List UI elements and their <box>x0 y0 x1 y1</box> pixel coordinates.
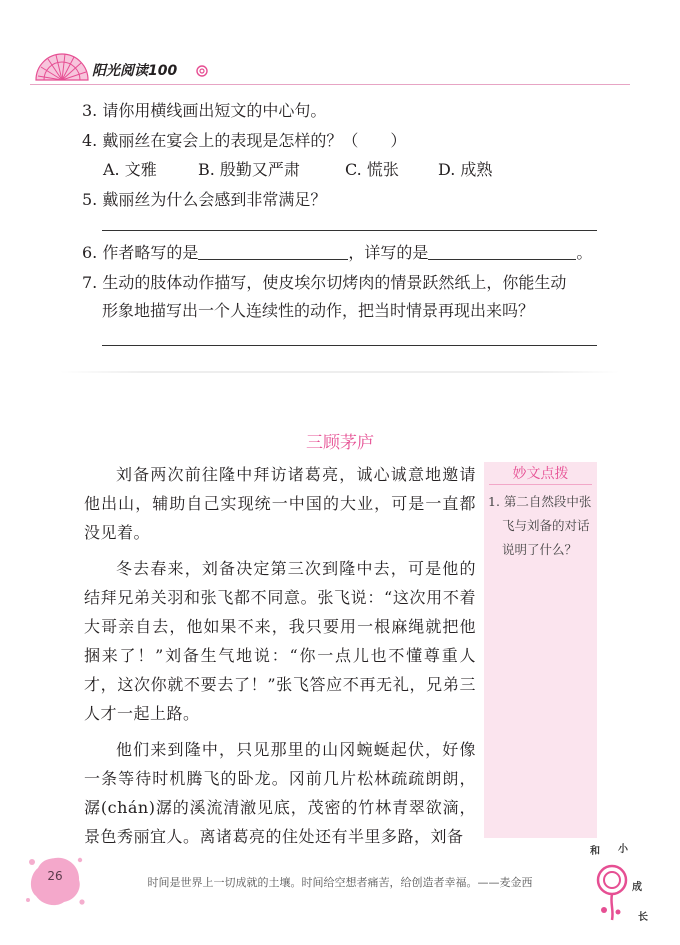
q6-blank-2[interactable] <box>428 243 576 260</box>
header-divider <box>30 84 630 85</box>
article-body <box>84 460 476 858</box>
tips-divider <box>489 484 592 485</box>
q6-text-1: 6. 作者略写的是 <box>82 243 199 262</box>
header-logo-text: 阳光阅读100 <box>92 63 178 79</box>
q6-text-3: 。 <box>576 243 593 262</box>
section-separator <box>60 371 620 373</box>
question-7-line-2: 形象地描写出一个人连续性的动作，把当时情景再现出来吗？ <box>102 301 535 320</box>
q6-blank-1[interactable] <box>198 243 348 260</box>
article-paragraph-1: 刘备两次前往隆中拜访诸葛亮，诚心诚意地邀请他出山，辅助自己实现统一中国的大业，可是一直都没见着。 <box>84 465 476 542</box>
article-title: 三顾茅庐 <box>306 433 374 453</box>
tips-title: 妙文点拨 <box>512 466 569 482</box>
footer-logo-text-1: 和 <box>590 846 600 857</box>
question-7-line-1: 7. 生动的肢体动作描写，使皮埃尔切烤肉的情景跃然纸上，你能生动 <box>82 273 567 292</box>
question-6 <box>82 241 592 265</box>
q4-option-c: C. 慌张 <box>345 160 399 179</box>
footer-quote: 时间是世界上一切成就的土壤。时间给空想者痛苦，给创造者幸福。——麦金西 <box>147 876 533 889</box>
fan-icon <box>36 54 88 80</box>
footer-logo-text-2: 小 <box>618 844 628 855</box>
article-paragraph-3: 他们来到隆中，只见那里的山冈蜿蜒起伏，好像一条等待时机腾飞的卧龙。冈前几片松林疏疏朗朗，潺(chán)潺的溪流清澈见底，茂密的竹林青翠欲滴，景色秀丽宜人。离诸葛亮的住处还有半里多路，刘备 <box>84 740 476 846</box>
article-paragraph-2: 冬去春来，刘备决定第三次到隆中去，可是他的结拜兄弟关羽和张飞都不同意。张飞说：“这次用不着大哥亲自去，他如果不来，我只要用一根麻绳就把他捆来了！”刘备生气地说：“你一点儿也不懂尊重人才，这次你就不要去了！”张飞答应不再无礼，兄弟三人才一起上路。 <box>84 559 476 723</box>
q6-text-2: ，详写的是 <box>348 243 429 262</box>
tips-item-1: 1. 第二自然段中张飞与刘备的对话说明了什么？ <box>488 494 592 557</box>
page-number: 26 <box>47 869 63 883</box>
q4-option-a: A. 文雅 <box>103 160 157 179</box>
answer-line-q5[interactable] <box>102 230 597 231</box>
footer-logo <box>588 838 658 926</box>
swirl-icon <box>197 66 207 76</box>
footer-logo-text-3: 成 <box>632 882 642 893</box>
q4-option-d: D. 成熟 <box>438 160 493 179</box>
tips-item-list <box>488 490 594 562</box>
footer-logo-text-4: 长 <box>638 912 648 923</box>
q4-option-b: B. 殷勤又严肃 <box>198 160 300 179</box>
question-4: 4. 戴丽丝在宴会上的表现是怎样的？（ ） <box>82 131 407 150</box>
question-5: 5. 戴丽丝为什么会感到非常满足？ <box>82 190 327 209</box>
question-3: 3. 请你用横线画出短文的中心句。 <box>82 101 327 120</box>
answer-line-q7[interactable] <box>102 345 597 346</box>
